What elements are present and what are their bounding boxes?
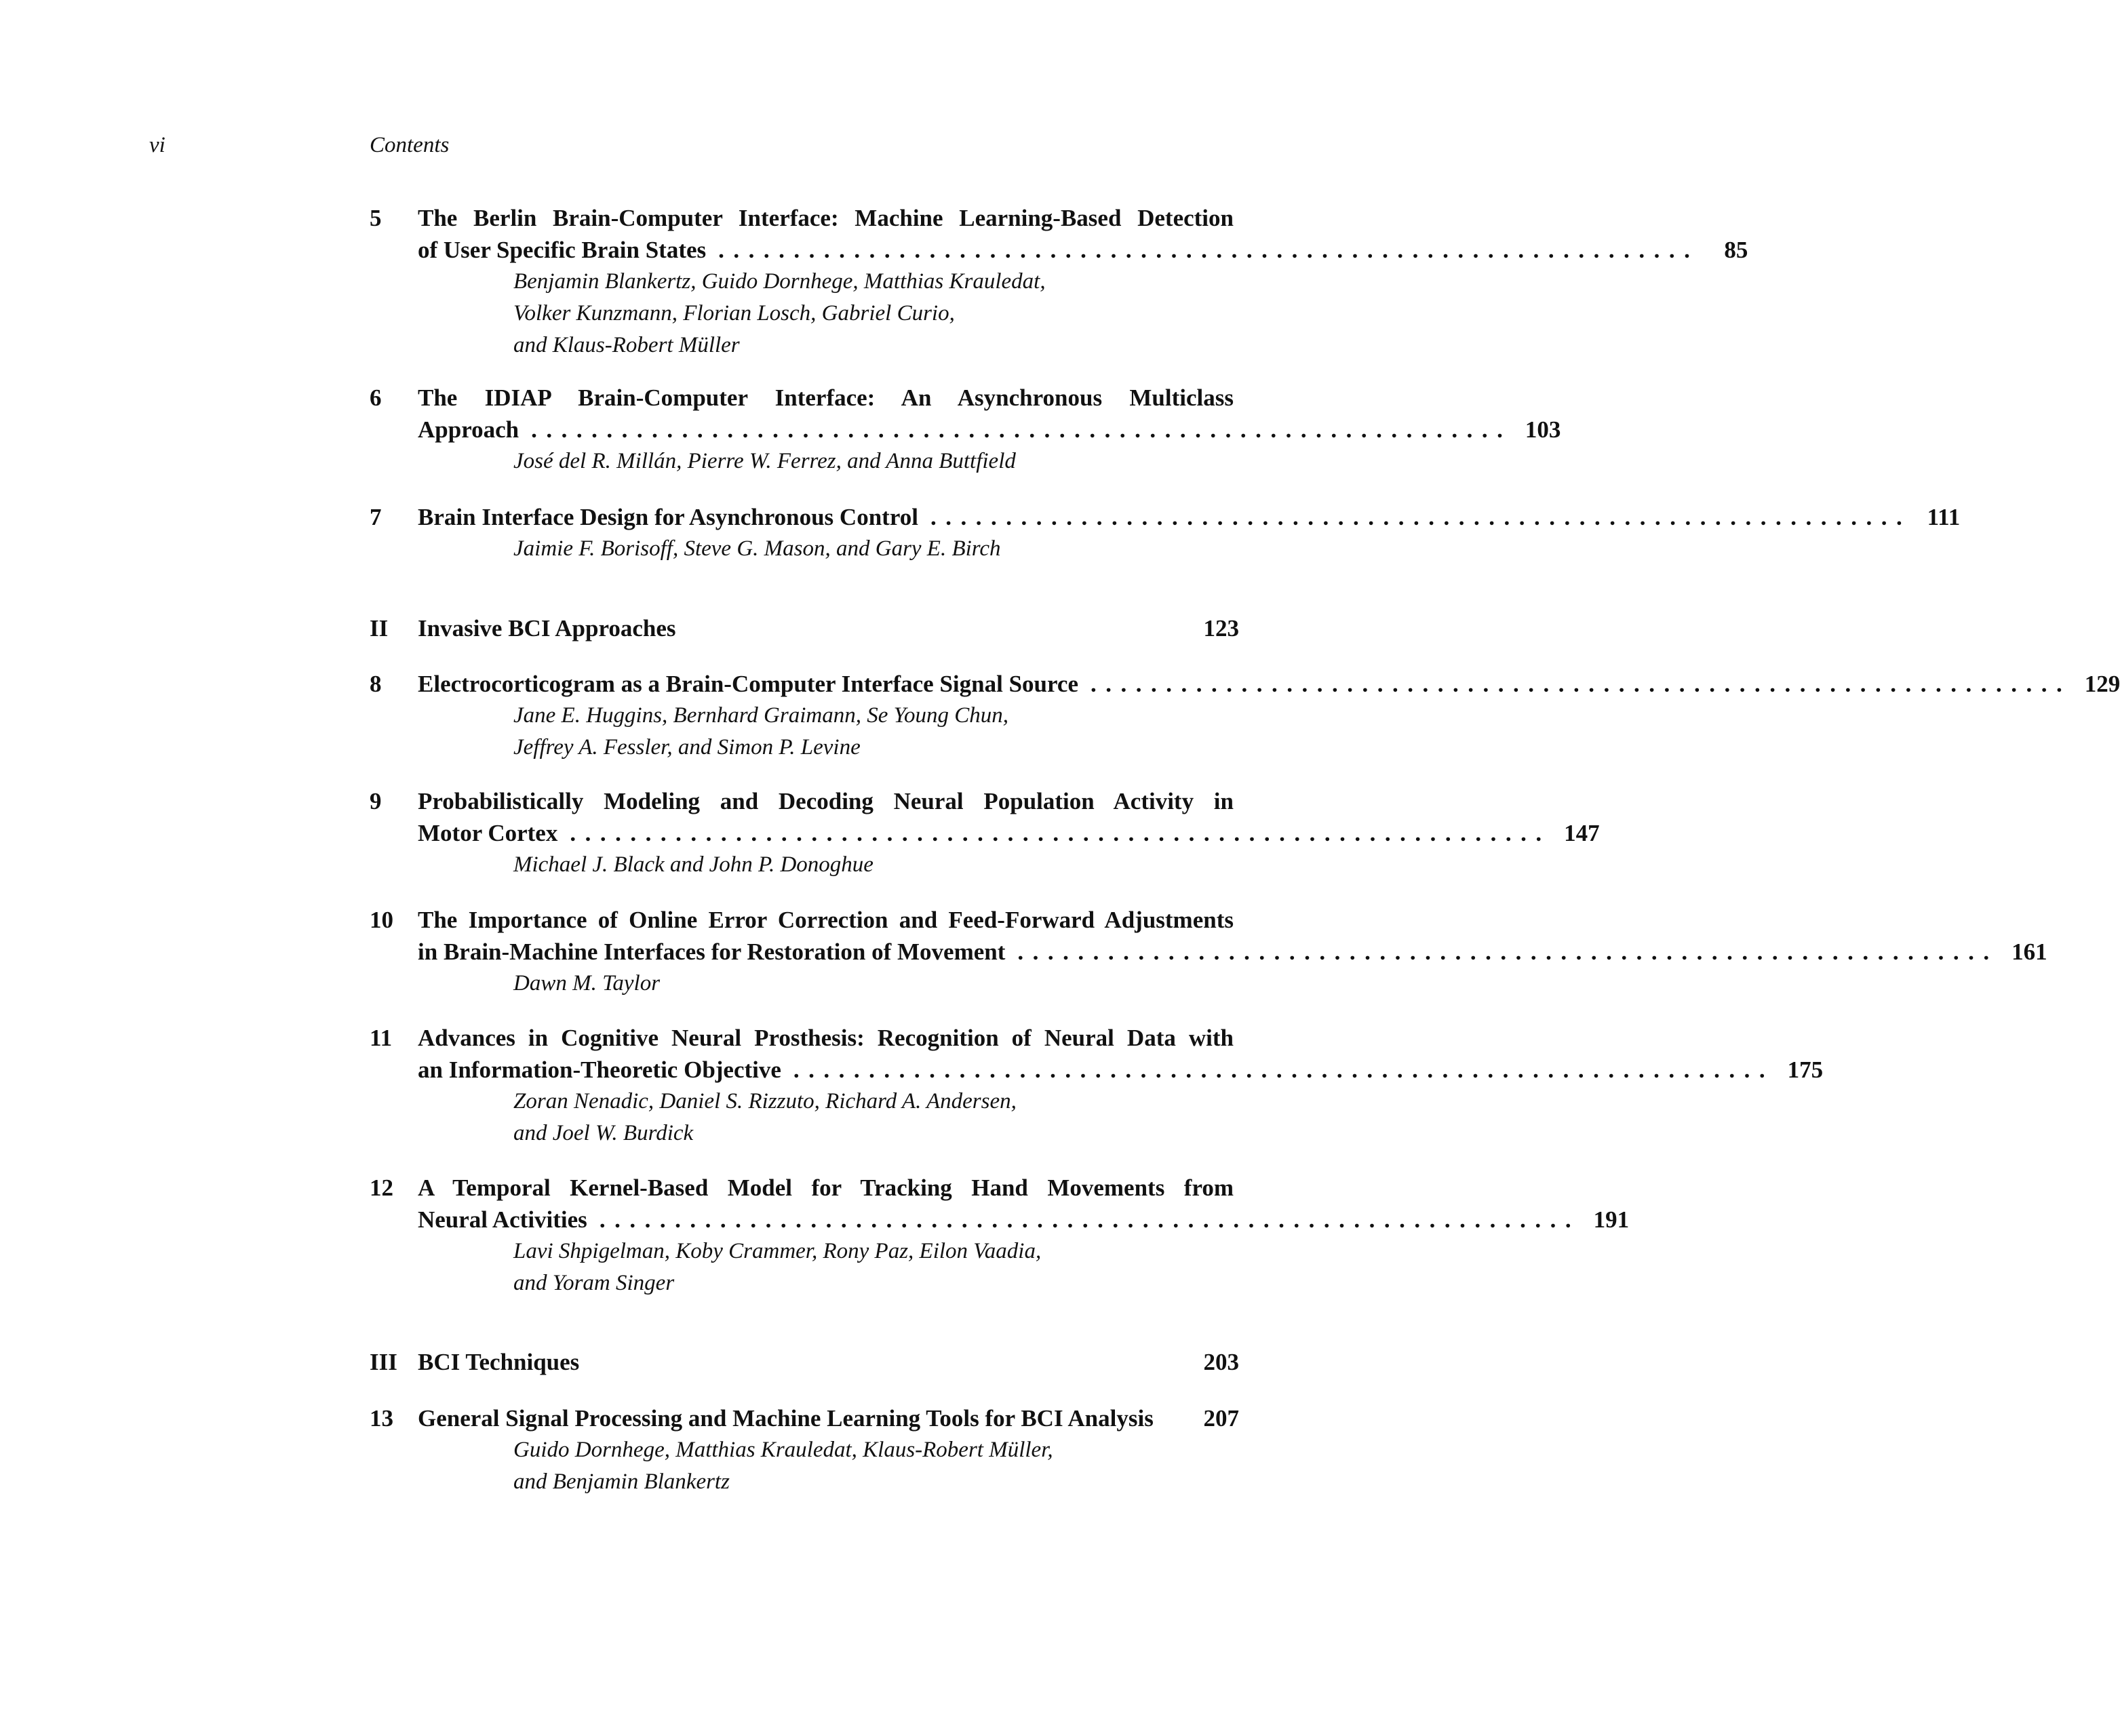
author-line: Lavi Shpigelman, Koby Crammer, Rony Paz, Eilon Vaadia, [513,1239,1042,1263]
author-line: and Benjamin Blankertz [513,1469,730,1494]
dot-leader: ................................................................. [599,1206,1581,1233]
chapter-title-line-2: Approach [418,416,519,443]
chapter-page-number: 111 [1927,504,1961,530]
author-line: José del R. Millán, Pierre W. Ferrez, and Anna Buttfield [513,449,1016,473]
toc-entry-chapter-11[interactable] [370,1022,1824,1149]
chapter-title-line-1: Probabilistically Modeling and Decoding Neural Population Activity in [418,788,1234,814]
part-number: II [370,615,389,642]
part-number: III [370,1349,397,1375]
chapter-title: General Signal Processing and Machine Learning Tools for BCI Analysis [418,1405,1154,1432]
chapter-title: Brain Interface Design for Asynchronous Control [418,504,918,530]
chapter-number: 8 [370,671,382,697]
chapter-page-number: 129 [2084,671,2120,697]
chapter-page-number: 207 [1203,1405,1239,1432]
toc-entry-chapter-8[interactable] [370,668,2120,764]
author-line: Benjamin Blankertz, Guido Dornhege, Matthias Krauledat, [513,269,1046,294]
author-line: Jeffrey A. Fessler, and Simon P. Levine [513,735,861,760]
author-line: and Joel W. Burdick [513,1121,694,1145]
author-line: Michael J. Black and John P. Donoghue [513,852,873,877]
chapter-authors [513,849,1239,881]
author-line: Volker Kunzmann, Florian Losch, Gabriel Curio, [513,301,955,326]
dot-leader: ................................................................. [570,820,1551,846]
chapter-authors [513,1086,1239,1149]
chapter-number: 11 [370,1025,393,1051]
author-line: Jane E. Huggins, Bernhard Graimann, Se Young Chun, [513,703,1008,728]
chapter-title-line-1: Advances in Cognitive Neural Prosthesis: Recognition of Neural Data with [418,1025,1234,1051]
chapter-title: Electrocorticogram as a Brain-Computer Interface Signal Source [418,671,1078,697]
chapter-authors [513,266,1239,361]
chapter-page-number: 147 [1564,820,1600,846]
part-page-number: 123 [1203,615,1239,642]
chapter-title-line-1: The Importance of Online Error Correction and Feed-Forward Adjustments [418,907,1234,933]
toc-entry-chapter-5[interactable] [370,202,1748,361]
toc-entry-part-2[interactable] [370,612,1239,644]
toc-entry-chapter-12[interactable] [370,1172,1630,1299]
author-line: Jaimie F. Borisoff, Steve G. Mason, and Gary E. Birch [513,536,1001,561]
chapter-authors [513,1434,1239,1498]
toc-entry-chapter-10[interactable] [370,904,2047,1000]
dot-leader: ................................................................. [930,504,1912,530]
chapter-page-number: 191 [1593,1206,1630,1233]
dot-leader: ................................................................. [1090,671,2072,697]
chapter-page-number: 161 [2011,939,2047,965]
chapter-authors [513,533,1239,565]
dot-leader: ................................................................. [793,1057,1775,1083]
chapter-number: 6 [370,384,382,411]
chapter-number: 7 [370,504,382,530]
toc-entry-chapter-9[interactable] [370,785,1600,881]
dot-leader: ................................................................. [531,416,1512,443]
toc-entry-chapter-7[interactable] [370,501,1961,565]
chapter-title-line-1: The Berlin Brain-Computer Interface: Machine Learning-Based Detection [418,205,1234,231]
part-title: Invasive BCI Approaches [418,615,676,642]
author-line: Guido Dornhege, Matthias Krauledat, Klaus-Robert Müller, [513,1438,1053,1462]
part-title: BCI Techniques [418,1349,580,1375]
chapter-authors [513,446,1239,477]
chapter-title-line-1: The IDIAP Brain-Computer Interface: An Asynchronous Multiclass [418,384,1234,411]
chapter-title-line-2: an Information-Theoretic Objective [418,1057,781,1083]
chapter-authors [513,700,1239,764]
chapter-page-number: 103 [1525,416,1561,443]
chapter-number: 12 [370,1175,393,1201]
chapter-page-number: 175 [1787,1057,1824,1083]
page-folio: vi [149,133,165,157]
author-line: and Yoram Singer [513,1271,675,1295]
running-head-title: Contents [370,133,450,157]
toc-entry-part-3[interactable] [370,1346,1239,1378]
author-line: Zoran Nenadic, Daniel S. Rizzuto, Richard A. Andersen, [513,1089,1017,1113]
chapter-title-line-2: of User Specific Brain States [418,237,707,263]
chapter-title-line-1: A Temporal Kernel-Based Model for Tracking Hand Movements from [418,1175,1234,1201]
chapter-number: 9 [370,788,382,814]
dot-leader: ................................................................. [718,237,1700,263]
chapter-page-number: 85 [1724,237,1748,263]
toc-entry-chapter-13[interactable] [370,1402,1239,1498]
chapter-title-line-2: Neural Activities [418,1206,587,1233]
chapter-title-line-2: Motor Cortex [418,820,558,846]
dot-leader: ................................................................. [1017,939,1999,965]
toc-entry-chapter-6[interactable] [370,382,1561,477]
chapter-authors [513,1236,1239,1299]
part-page-number: 203 [1203,1349,1239,1375]
chapter-number: 5 [370,205,382,231]
chapter-authors [513,968,1239,1000]
chapter-number: 13 [370,1405,393,1432]
author-line: and Klaus-Robert Müller [513,333,740,357]
chapter-title-line-2: in Brain-Machine Interfaces for Restoration of Movement [418,939,1006,965]
chapter-number: 10 [370,907,393,933]
author-line: Dawn M. Taylor [513,971,661,995]
